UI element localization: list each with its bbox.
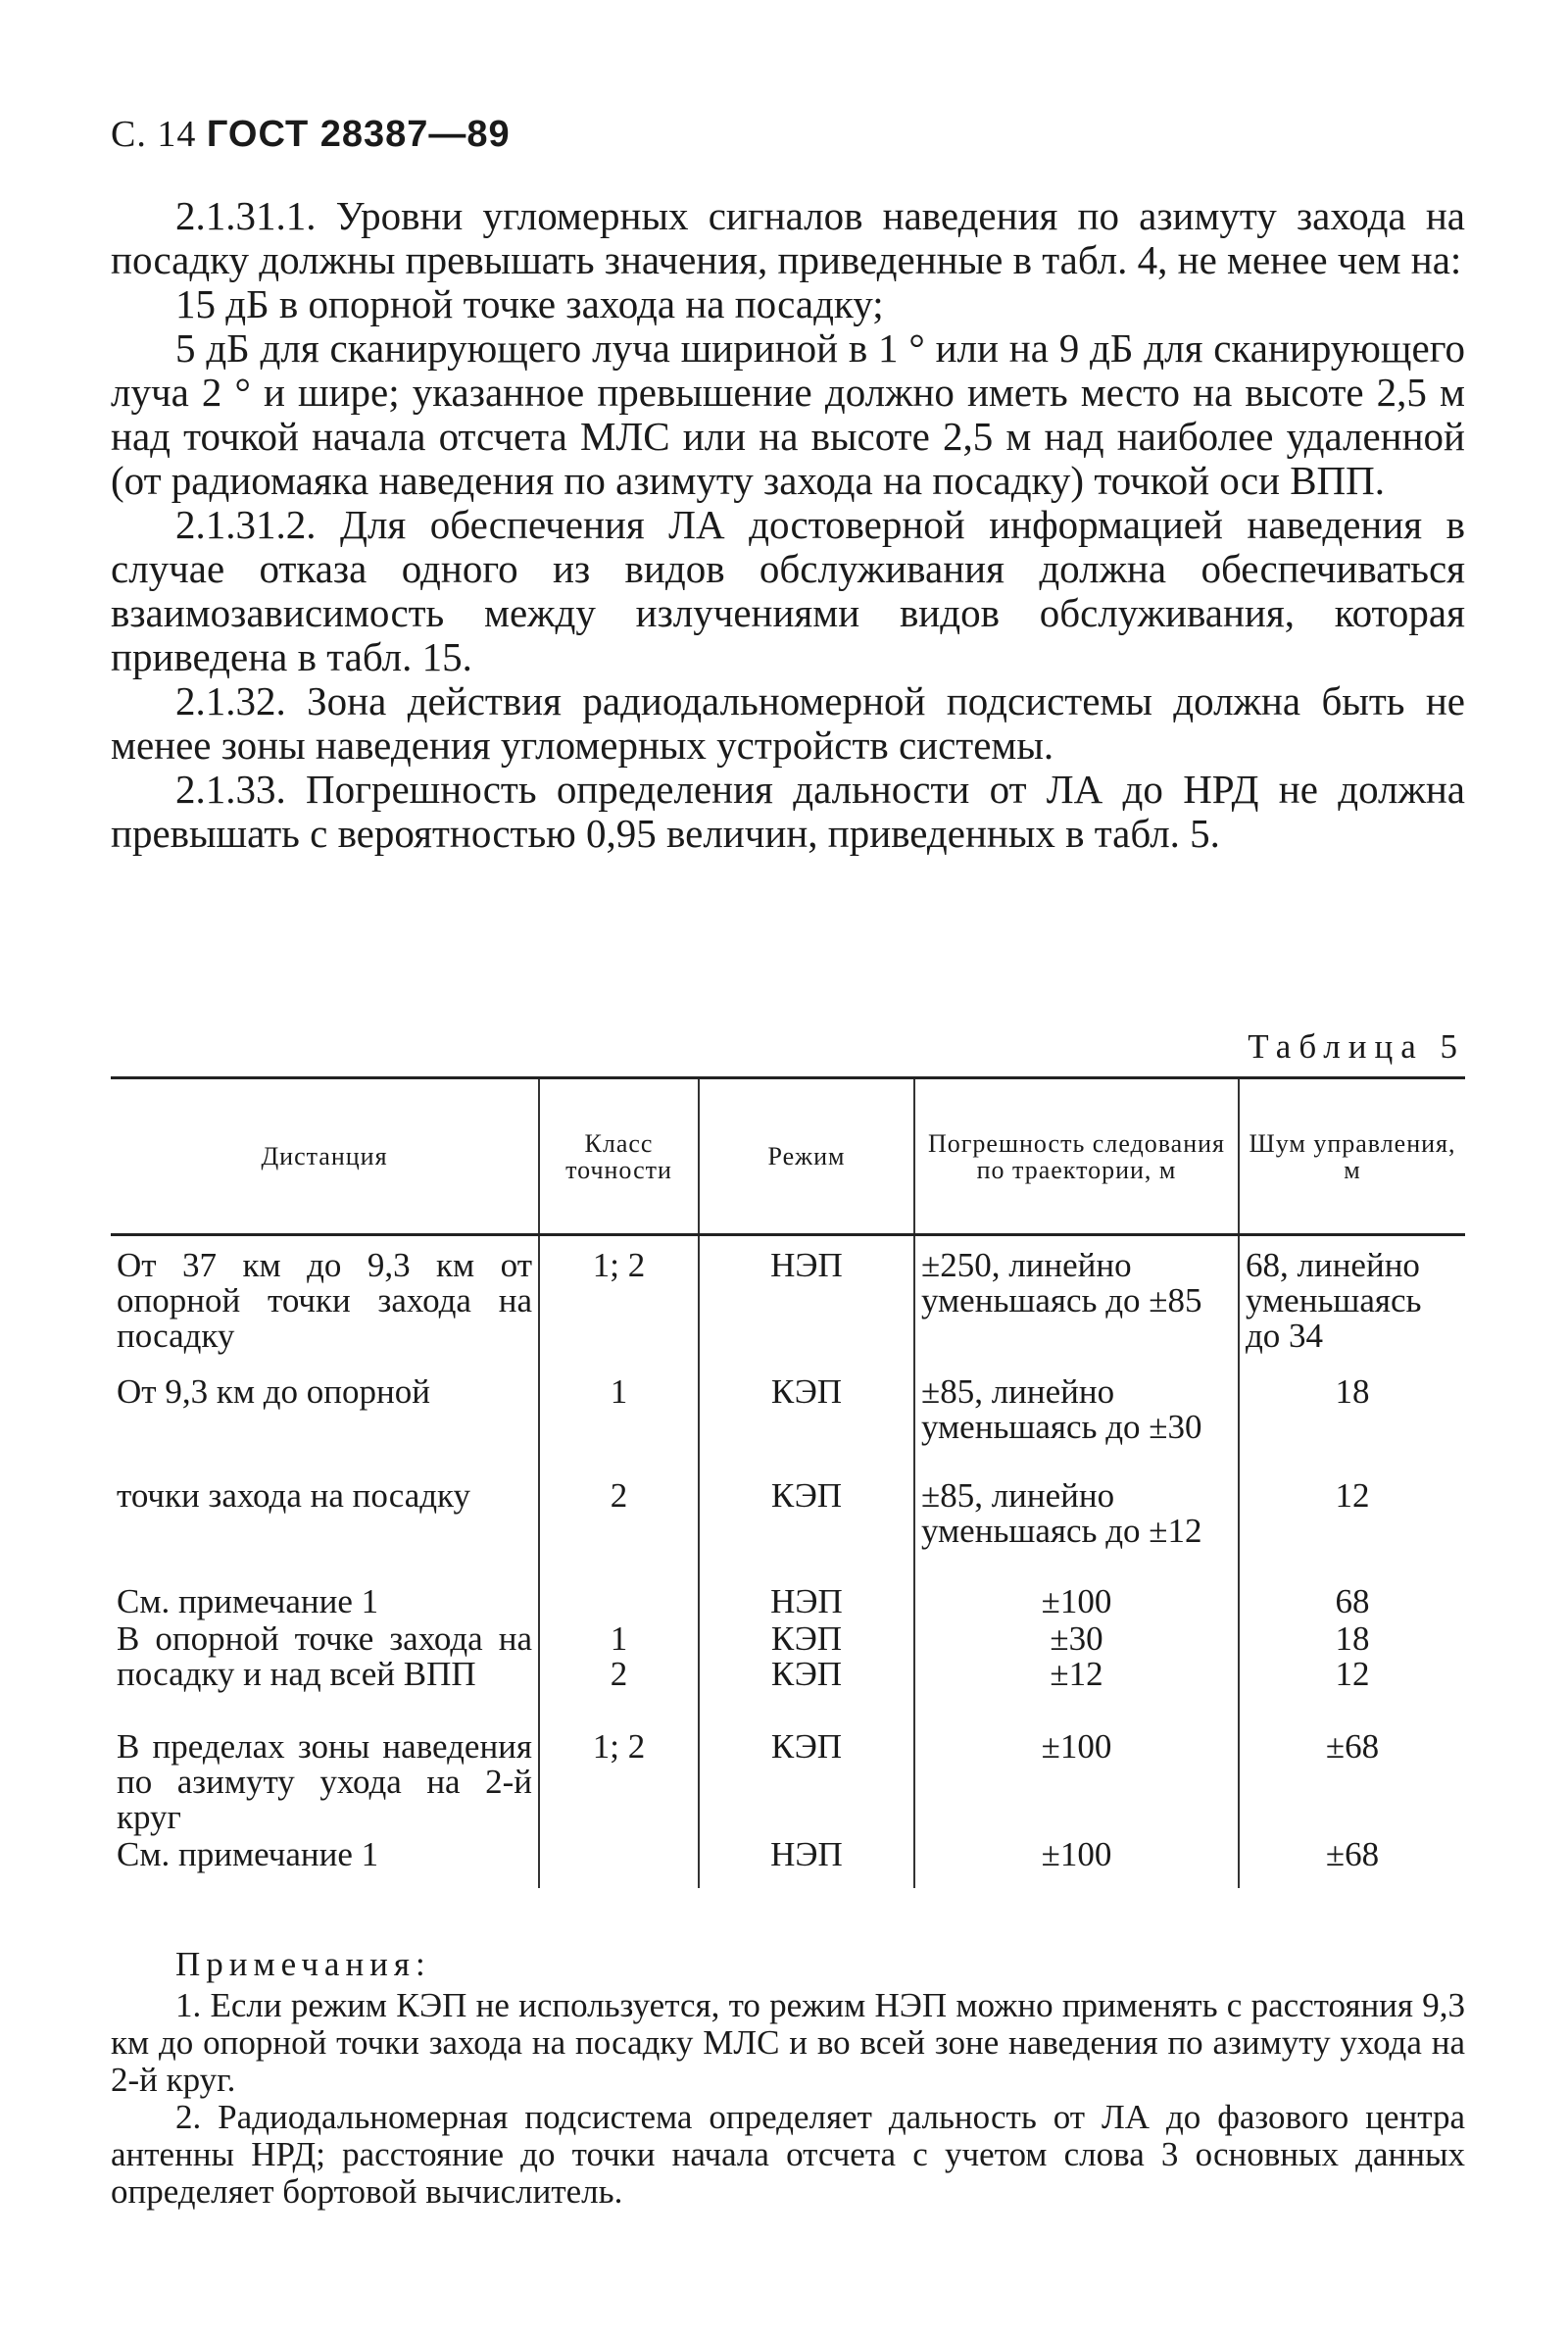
cell-class: 1 <box>539 1374 699 1478</box>
notes <box>111 1946 1465 2211</box>
cell-distance: В опорной точке захода на посадку и над всей ВПП <box>117 1618 532 1693</box>
body-text <box>111 194 1465 856</box>
col-header-class: Класс точности <box>539 1078 699 1235</box>
col-header-noise: Шум управления, м <box>1239 1078 1465 1235</box>
cell-distance: От 37 км до 9,3 км от опорной точки захода на посадку <box>117 1246 532 1355</box>
cell-mode: НЭП <box>699 1584 914 1621</box>
cell-distance: В пределах зоны наведения по азимуту ухода на 2-й круг <box>117 1726 532 1836</box>
cell-class: 2 <box>539 1478 699 1584</box>
note-item: 2. Радиодальномерная подсистема определяет дальность от ЛА до фазового центра антенны НРД; расстояние до точки начала отсчета с учетом слова 3 основных данных определяет бортовой вычислитель. <box>111 2098 1465 2211</box>
cell-noise: 68, линейно уменьшаясь до 34 <box>1239 1235 1465 1374</box>
paragraph: 2.1.31.2. Для обеспечения ЛА достоверной информацией наведения в случае отказа одного из видов обслуживания должна обеспечиваться взаимозависимость между излучениями видов обслуживания, которая приведена в табл. 15. <box>111 502 1465 679</box>
cell-error: ±100 <box>914 1837 1239 1888</box>
table-row <box>111 1584 1465 1621</box>
col-header-error: Погрешность следования по траектории, м <box>914 1078 1239 1235</box>
cell-mode: КЭП <box>699 1374 914 1478</box>
table-caption: Таблица 5 <box>1248 1027 1465 1066</box>
cell-error: ±30 ±12 <box>914 1621 1239 1729</box>
cell-noise: 12 <box>1239 1478 1465 1584</box>
cell-distance: См. примечание 1 <box>117 1834 379 1873</box>
col-header-distance: Дистанция <box>111 1078 539 1235</box>
paragraph: 2.1.32. Зона действия радиодальномерной подсистемы должна быть не менее зоны наведения угломерных устройств системы. <box>111 678 1465 768</box>
cell-class: 1; 2 <box>539 1235 699 1374</box>
table-row <box>111 1478 1465 1584</box>
cell-mode: НЭП <box>699 1235 914 1374</box>
table-row <box>111 1837 1465 1888</box>
page-number: С. 14 <box>111 114 197 155</box>
cell-noise: 18 12 <box>1239 1621 1465 1729</box>
cell-mode: КЭП <box>699 1478 914 1584</box>
cell-error: ±85, линейно уменьшаясь до ±30 <box>914 1374 1239 1478</box>
cell-distance: См. примечание 1 <box>117 1581 379 1620</box>
cell-noise: ±68 <box>1239 1837 1465 1888</box>
paragraph: 5 дБ для сканирующего луча шириной в 1 ° или на 9 дБ для сканирующего луча 2 ° и шире; указанное превышение должно иметь место на высоте 2,5 м над точкой начала отсчета МЛС или на высоте 2,5 м над наиболее удаленной (от радиомаяка наведения по азимуту захода на посадку) точкой оси ВПП. <box>111 325 1465 503</box>
standard-id: ГОСТ 28387—89 <box>206 114 511 155</box>
cell-distance: точки захода на посадку <box>117 1475 471 1515</box>
table-header-row <box>111 1078 1465 1235</box>
notes-title: Примечания: <box>175 1945 431 1983</box>
note-item: 1. Если режим КЭП не используется, то режим НЭП можно применять с расстояния 9,3 км до опорной точки захода на посадку МЛС и во всей зоне наведения по азимуту ухода на 2-й круг. <box>111 1986 1465 2099</box>
paragraph: 2.1.31.1. Уровни угломерных сигналов наведения по азимуту захода на посадку должны превышать значения, приведенные в табл. 4, не менее чем на: <box>111 193 1465 282</box>
cell-noise: ±68 <box>1239 1729 1465 1837</box>
table-row <box>111 1235 1465 1374</box>
paragraph: 15 дБ в опорной точке захода на посадку; <box>175 281 884 326</box>
paragraph: 2.1.33. Погрешность определения дальности от ЛА до НРД не должна превышать с вероятностью 0,95 величин, приведенных в табл. 5. <box>111 767 1465 856</box>
cell-class <box>539 1584 699 1621</box>
cell-class: 1; 2 <box>539 1729 699 1837</box>
cell-error: ±85, линейно уменьшаясь до ±12 <box>914 1478 1239 1584</box>
page-header <box>111 113 511 156</box>
cell-class <box>539 1837 699 1888</box>
cell-class: 1 2 <box>539 1621 699 1729</box>
cell-error: ±250, линейно уменьшаясь до ±85 <box>914 1235 1239 1374</box>
table-row <box>111 1621 1465 1729</box>
cell-mode: НЭП <box>699 1837 914 1888</box>
table-row <box>111 1729 1465 1837</box>
col-header-mode: Режим <box>699 1078 914 1235</box>
cell-distance: От 9,3 км до опорной <box>117 1371 430 1411</box>
cell-error: ±100 <box>914 1729 1239 1837</box>
cell-error: ±100 <box>914 1584 1239 1621</box>
cell-mode: КЭП <box>699 1729 914 1837</box>
cell-mode: КЭП КЭП <box>699 1621 914 1729</box>
table-5 <box>111 1076 1465 1888</box>
cell-noise: 18 <box>1239 1374 1465 1478</box>
cell-noise: 68 <box>1239 1584 1465 1621</box>
table-row <box>111 1374 1465 1478</box>
